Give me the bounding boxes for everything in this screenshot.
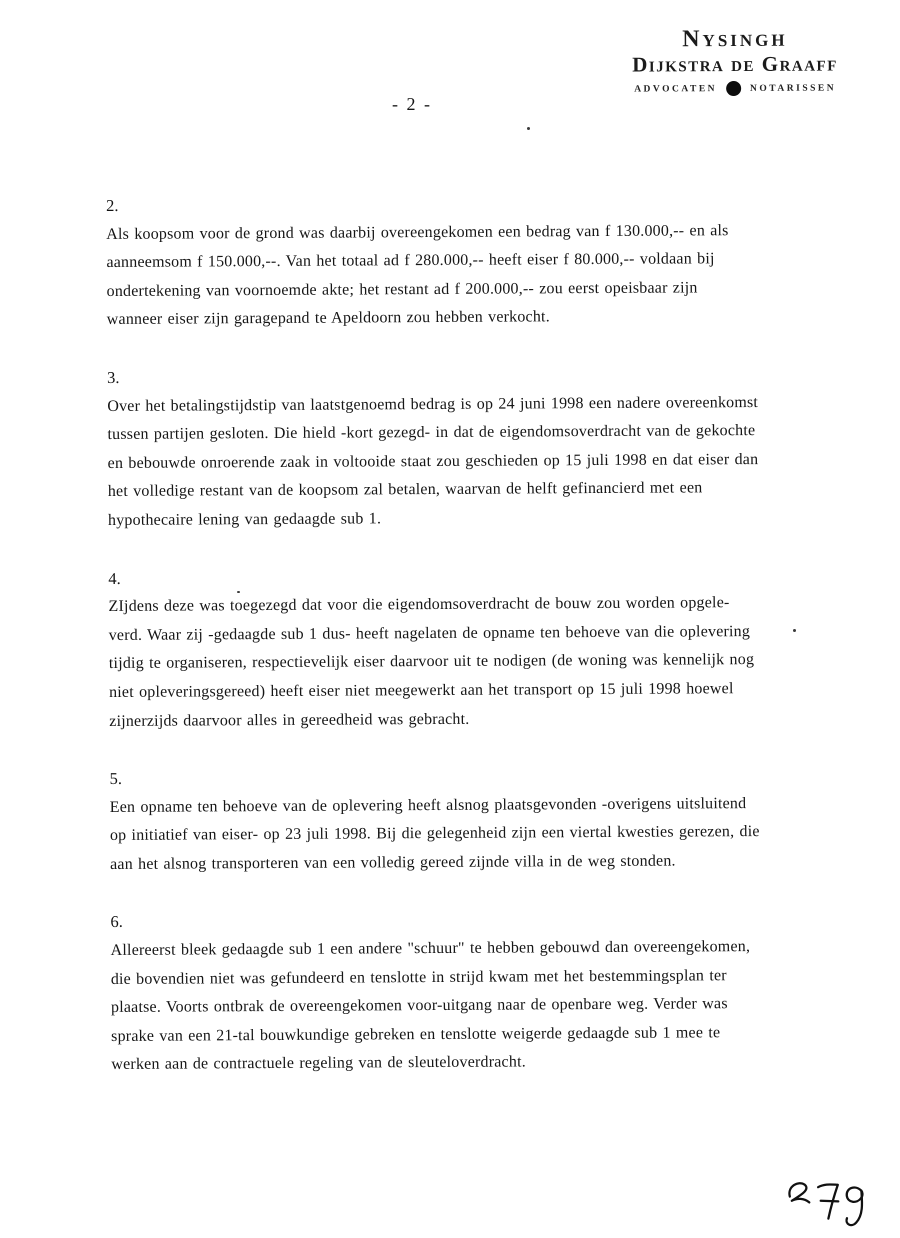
numbered-section [107, 360, 828, 536]
handwriting-279-drawing [781, 1166, 879, 1231]
numbered-section [106, 188, 827, 335]
scan-speck [527, 127, 530, 130]
text-line: hypothecaire lening van gedaagde sub 1. [107, 510, 382, 529]
text-line: Over het betalingstijdstip van laatstgenoemd bedrag is op 24 juni 1998 een nadere overeenkomst [107, 393, 759, 415]
firm-subtitle [610, 80, 860, 96]
section-lines [106, 216, 827, 335]
text-line: Als koopsom voor de grond was daarbij overeengekomen een bedrag van f 130.000,-- en als [106, 221, 729, 243]
text-line: die bovendien niet was gefundeerd en tenslotte in strijd kwam met het bestemmingsplan ter [110, 966, 727, 988]
notarissen-label: NOTARISSEN [749, 82, 837, 94]
text-line: ondertekening van voornoemde akte; het restant ad f 200.000,-- zou eerst opeisbaar zijn [106, 279, 698, 300]
text-line: tussen partijen gesloten. Die hield -kort gezegd- in dat de eigendomsoverdracht van de gekochte [107, 422, 756, 444]
text-line: Een opname ten behoeve van de oplevering heeft alsnog plaatsgevonden -overigens uitsluitend [109, 794, 747, 816]
page-number: - 2 - [392, 94, 432, 114]
section-number: 4. [108, 568, 121, 588]
text-line: plaatse. Voorts ontbrak de overeengekomen voor-uitgang naar de openbare weg. Verder was [110, 995, 728, 1017]
text-line: werken aan de contractuele regeling van de sleuteloverdracht. [111, 1053, 526, 1074]
section-lines [111, 933, 832, 1080]
text-line: Allereerst bleek gedaagde sub 1 een andere "schuur" te hebben gebouwd dan overeengekomen, [110, 938, 751, 960]
text-line: op initiatief van eiser- op 23 juli 1998. Bij die gelegenheid zijn een viertal kwesties gerezen, die [109, 823, 760, 845]
text-line: tijdig te organiseren, respectievelijk eiser daarvoor uit te nodigen (de woning was kennelijk nog [108, 651, 755, 673]
letterhead [610, 25, 860, 96]
section-number: 6. [110, 912, 123, 932]
text-line: en bebouwde onroerende zaak in voltooide staat zou geschieden op 15 juli 1998 en dat eiser dan [107, 450, 759, 472]
text-line: zijnerzijds daarvoor alles in gereedheid was gebracht. [109, 710, 470, 730]
text-line: verd. Waar zij -gedaagde sub 1 dus- heeft nagelaten de opname ten behoeve van die oplevering [108, 622, 751, 644]
text-line: sprake van een 21-tal bouwkundige gebreken en tenslotte weigerde gedaagde sub 1 mee te [111, 1024, 721, 1045]
section-number: 2. [106, 195, 119, 215]
section-number: 3. [107, 367, 120, 387]
document-body [106, 188, 832, 1109]
bullet-dot-icon [726, 81, 741, 96]
text-line: ZIjdens deze was toegezegd dat voor die eigendomsoverdracht de bouw zou worden opgele- [108, 594, 730, 616]
section-lines [110, 789, 831, 879]
section-lines [107, 388, 828, 535]
firm-name-line2: Dijkstra de Graaff [632, 51, 838, 77]
numbered-section [110, 904, 831, 1080]
numbered-section [108, 560, 829, 736]
text-line: het volledige restant van de koopsom zal betalen, waarvan de helft gefinancierd met een [107, 479, 703, 501]
section-number: 5. [109, 769, 123, 789]
text-line: aan het alsnog transporteren van een volledig gereed zijnde villa in de weg stonden. [110, 852, 676, 873]
handwritten-page-number [781, 1166, 879, 1236]
firm-name-line1: Nysingh [682, 25, 788, 53]
text-line: aanneemsom f 150.000,--. Van het totaal ad f 280.000,-- heeft eiser f 80.000,-- voldaan bij [106, 250, 715, 272]
section-lines [108, 589, 829, 736]
text-line: niet opleveringsgereed) heeft eiser niet meegewerkt aan het transport op 15 juli 1998 hoewel [109, 680, 734, 701]
numbered-section [110, 761, 831, 880]
advocaten-label: ADVOCATEN [634, 83, 718, 95]
text-line: wanneer eiser zijn garagepand te Apeldoorn zou hebben verkocht. [106, 308, 550, 329]
